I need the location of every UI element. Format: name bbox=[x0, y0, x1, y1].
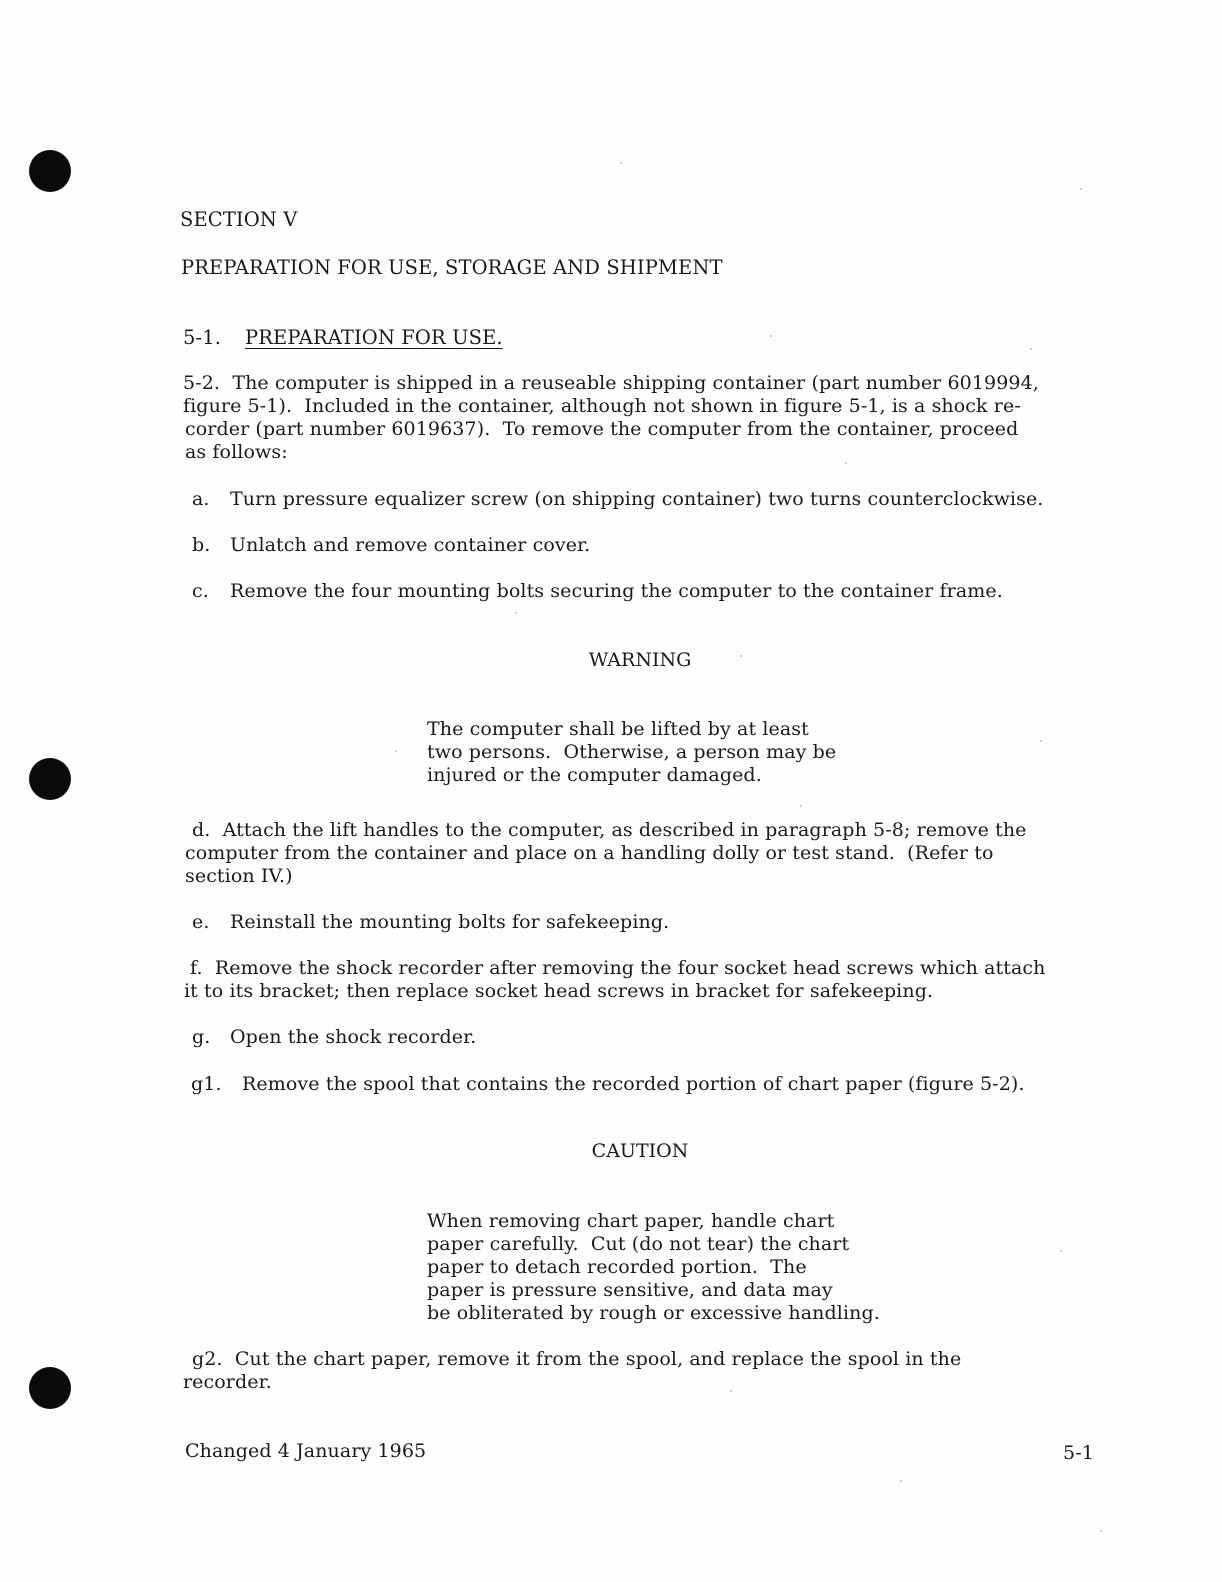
binder-hole-middle bbox=[29, 758, 71, 800]
step-text: Remove the spool that contains the recorded portion of chart paper (figure 5-2). bbox=[242, 1073, 1025, 1095]
step-text: Unlatch and remove container cover. bbox=[230, 534, 591, 556]
paragraph-line: recorder. bbox=[183, 1371, 272, 1393]
caution-line: When removing chart paper, handle chart bbox=[427, 1210, 835, 1232]
step-label: a. bbox=[192, 488, 210, 510]
paragraph-line: figure 5-1). Included in the container, although not shown in figure 5-1, is a shock re- bbox=[183, 395, 1021, 417]
step-text: Turn pressure equalizer screw (on shipping container) two turns counterclockwise. bbox=[230, 488, 1044, 510]
paragraph-line: section IV.) bbox=[185, 865, 293, 887]
page-number: 5-1 bbox=[1063, 1442, 1094, 1464]
step-text: Reinstall the mounting bolts for safekeeping. bbox=[230, 911, 670, 933]
step-text: Open the shock recorder. bbox=[230, 1026, 477, 1048]
step-label: g. bbox=[192, 1026, 211, 1048]
section-number: SECTION V bbox=[180, 208, 298, 231]
warning-line: The computer shall be lifted by at least bbox=[427, 718, 809, 740]
paragraph-line: f. Remove the shock recorder after removing the four socket head screws which attach bbox=[190, 957, 1046, 979]
caution-line: be obliterated by rough or excessive handling. bbox=[427, 1302, 880, 1324]
step-label: c. bbox=[192, 580, 209, 602]
warning-line: two persons. Otherwise, a person may be bbox=[427, 741, 837, 763]
paragraph-heading-number: 5-1. bbox=[183, 326, 222, 349]
paragraph-line: it to its bracket; then replace socket head screws in bracket for safekeeping. bbox=[184, 980, 934, 1002]
paragraph-line: as follows: bbox=[185, 441, 288, 463]
binder-hole-bottom bbox=[29, 1367, 71, 1409]
binder-hole-top bbox=[29, 150, 71, 192]
step-label: e. bbox=[192, 911, 210, 933]
paragraph-line: 5-2. The computer is shipped in a reuseable shipping container (part number 6019994, bbox=[183, 372, 1039, 394]
caution-title: CAUTION bbox=[591, 1140, 689, 1162]
caution-line: paper to detach recorded portion. The bbox=[427, 1256, 807, 1278]
paragraph-line: computer from the container and place on a handling dolly or test stand. (Refer to bbox=[185, 842, 994, 864]
caution-line: paper is pressure sensitive, and data may bbox=[427, 1279, 833, 1301]
paragraph-line: g2. Cut the chart paper, remove it from the spool, and replace the spool in the bbox=[192, 1348, 962, 1370]
paragraph-line: corder (part number 6019637). To remove the computer from the container, proceed bbox=[185, 418, 1019, 440]
step-label: g1. bbox=[191, 1073, 222, 1095]
change-note: Changed 4 January 1965 bbox=[185, 1440, 427, 1462]
caution-line: paper carefully. Cut (do not tear) the chart bbox=[427, 1233, 850, 1255]
section-title: PREPARATION FOR USE, STORAGE AND SHIPMENT bbox=[181, 256, 723, 279]
warning-line: injured or the computer damaged. bbox=[427, 764, 762, 786]
paragraph-heading-title: PREPARATION FOR USE. bbox=[245, 326, 503, 349]
paragraph-line: d. Attach the lift handles to the computer, as described in paragraph 5-8; remove the bbox=[192, 819, 1027, 841]
step-label: b. bbox=[192, 534, 211, 556]
step-text: Remove the four mounting bolts securing the computer to the container frame. bbox=[230, 580, 1003, 602]
warning-title: WARNING bbox=[588, 649, 692, 671]
